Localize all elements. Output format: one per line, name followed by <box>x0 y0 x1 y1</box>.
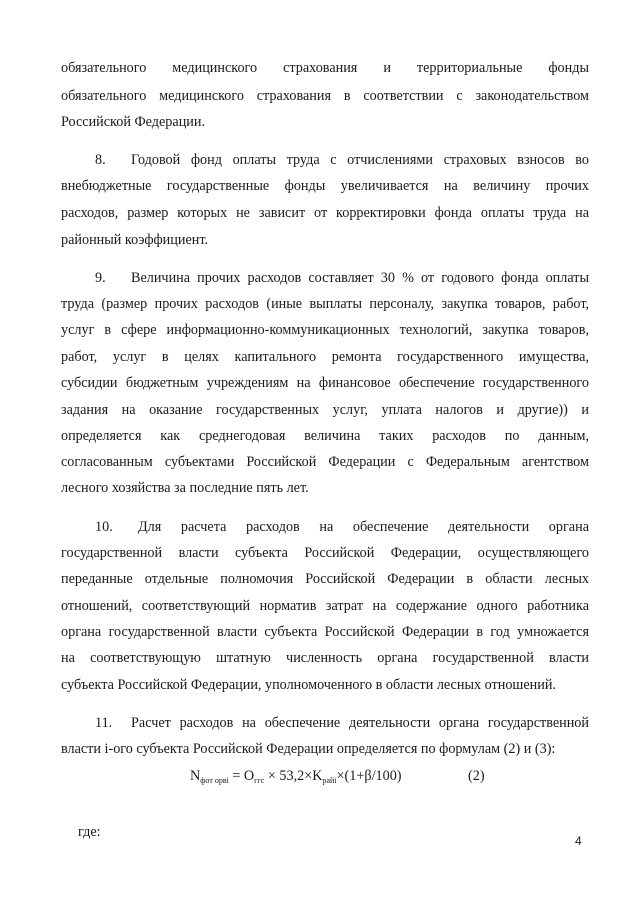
text-line: отношений, соответствующий норматив затрат на содержание одного работника <box>61 598 589 614</box>
text-line: переданные отдельные полномочия Российской Федерации в области лесных <box>61 571 589 587</box>
text-line: расходов, размер которых не зависит от корректировки фонда оплаты труда на <box>61 205 589 221</box>
text-line: органа государственной власти субъекта Российской Федерации в год умножается <box>61 624 589 640</box>
item-number: 11. <box>95 715 113 731</box>
text-line: труда (размер прочих расходов (иные выплаты персоналу, закупка товаров, работ, <box>61 296 589 312</box>
formula-2 <box>190 766 550 791</box>
formula-n: N <box>190 768 201 784</box>
text-line: внебюджетные государственные фонды увеличивается на величину прочих <box>61 178 589 194</box>
text-line: услуг в сфере информационно-коммуникационных технологий, закупка товаров, <box>61 322 589 338</box>
text-line: работ, услуг в целях капитального ремонта государственного имущества, <box>61 349 589 365</box>
text-line: Годовой фонд оплаты труда с отчислениями страховых взносов во <box>131 152 589 168</box>
text-line: субъекта Российской Федерации, уполномоченного в области лесных отношений. <box>61 677 556 693</box>
formula-middle: × 53,2×K <box>264 768 323 784</box>
text-line: районный коэффициент. <box>61 232 209 248</box>
text-line: Российской Федерации. <box>61 114 206 130</box>
text-line: субсидии бюджетным учреждениям на финансовое обеспечение государственного <box>61 375 589 391</box>
text-line: на соответствующую штатную численность органа государственной власти <box>61 650 589 666</box>
text-line: обязательного медицинского страхования и территориальные фонды <box>61 60 589 76</box>
text-line: государственной власти субъекта Российской Федерации, осуществляющего <box>61 545 589 561</box>
item-number: 10. <box>95 519 113 535</box>
formula-n-subscript: фот орвi <box>200 776 229 785</box>
text-line: Расчет расходов на обеспечение деятельности органа государственной <box>131 715 589 731</box>
text-line: Для расчета расходов на обеспечение деятельности органа <box>138 519 589 535</box>
text-line: определяется как среднегодовая величина таких расходов по данным, <box>61 428 589 444</box>
formula-o-subscript: ггс <box>254 776 265 785</box>
item-number: 9. <box>95 270 106 286</box>
text-line: лесного хозяйства за последние пять лет. <box>61 480 309 496</box>
formula-tail: ×(1+β/100) <box>336 768 402 784</box>
text-line: власти i-ого субъекта Российской Федерации определяется по формулам (2) и (3): <box>61 741 556 757</box>
text-line: Величина прочих расходов составляет 30 % от годового фонда оплаты <box>131 270 589 286</box>
formula-number: (2) <box>468 768 485 784</box>
formula-equals-o: = O <box>228 768 255 784</box>
text-line: задания на оказание государственных услуг, уплата налогов и другие)) и <box>61 402 589 418</box>
text-line: согласованным субъектами Российской Федерации с Федеральным агентством <box>61 454 589 470</box>
formula-k-subscript: райi <box>322 776 337 785</box>
item-number: 8. <box>95 152 106 168</box>
page-number: 4 <box>575 834 582 848</box>
text-line: обязательного медицинского страхования в соответствии с законодательством <box>61 88 589 104</box>
where-label: где: <box>78 824 101 840</box>
